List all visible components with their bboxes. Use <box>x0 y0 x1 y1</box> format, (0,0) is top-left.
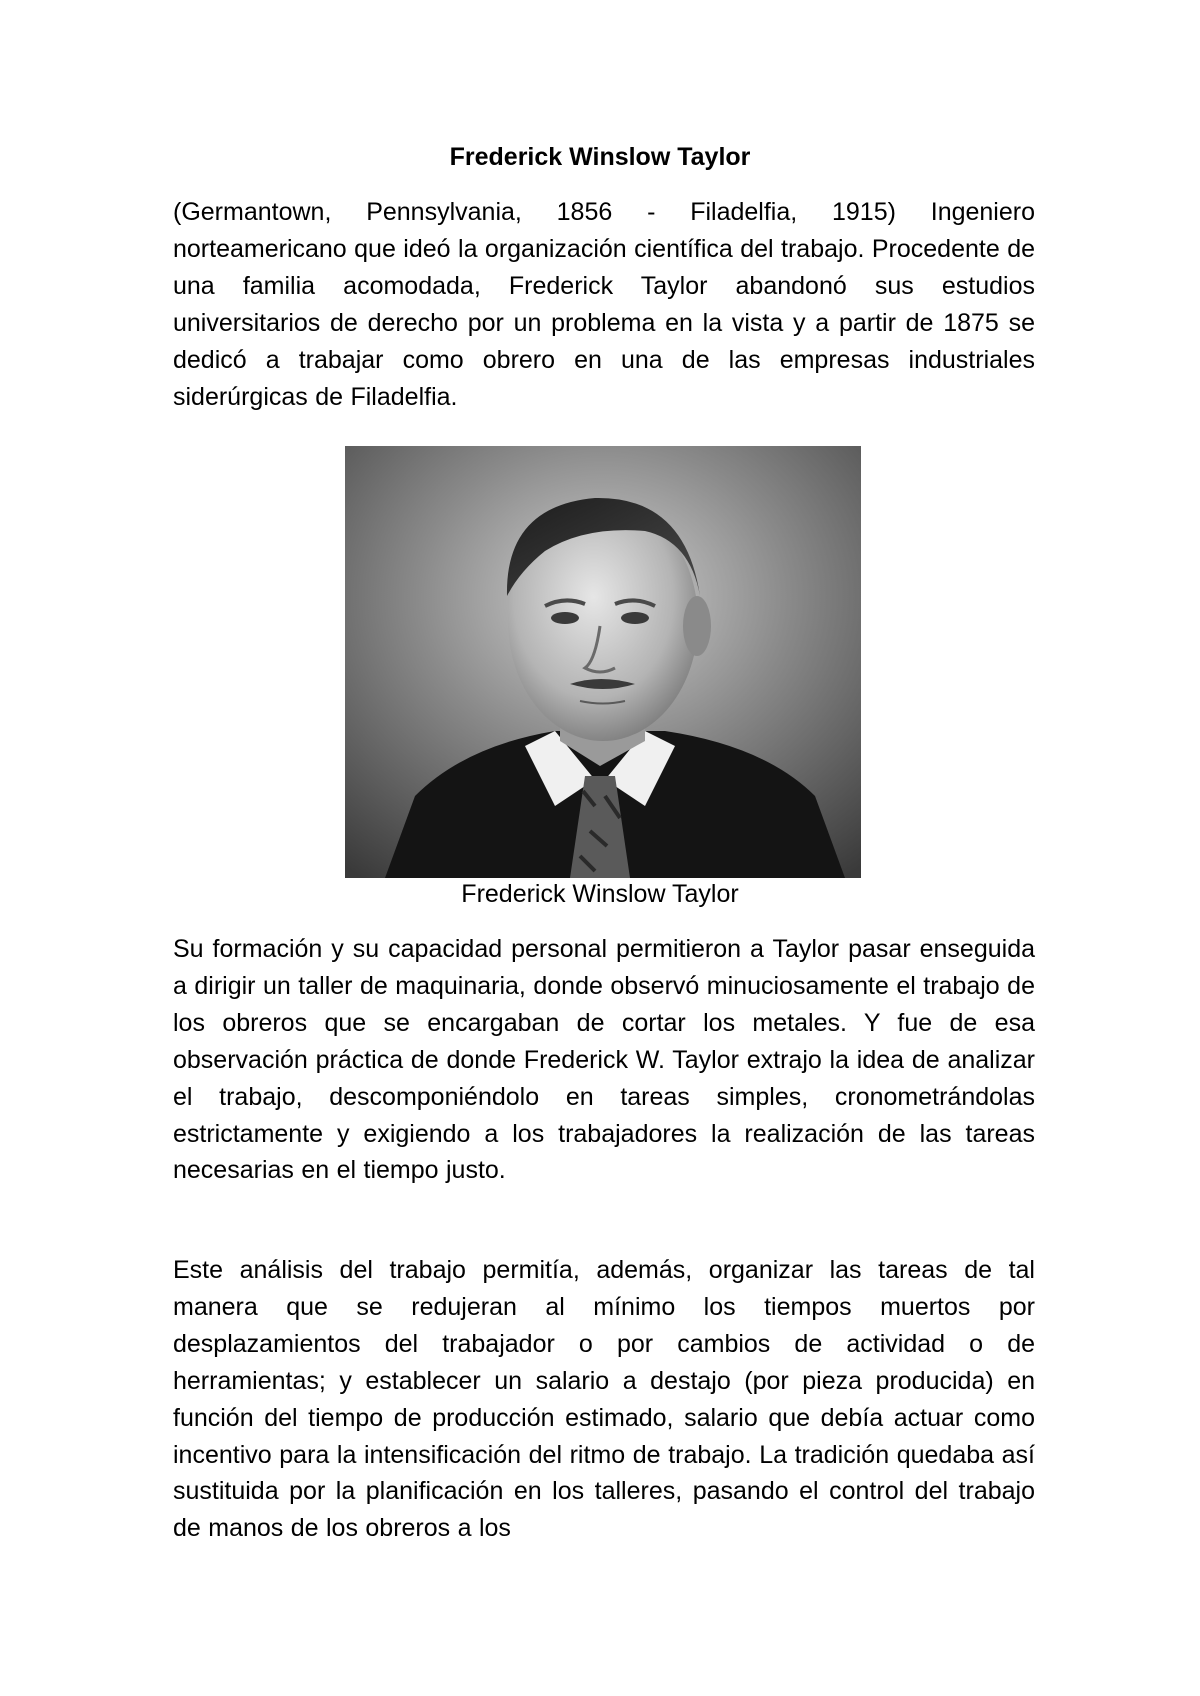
paragraph-analysis: Este análisis del trabajo permitía, además, organizar las tareas de tal manera que se redujeran al mínimo los tiempos muertos por desplazamientos del trabajador o por cambios de actividad o de herramientas; y establecer un salario a destajo (por pieza producida) en función del tiempo de producción estimado, salario que debía actuar como incentivo para la intensificación del ritmo de trabajo. La tradición quedaba así sustituida por la planificación en los talleres, pasando el control del trabajo de manos de los obreros a los <box>173 1256 1035 1543</box>
paragraph-formation: Su formación y su capacidad personal permitieron a Taylor pasar enseguida a dirigir un taller de maquinaria, donde observó minuciosamente el trabajo de los obreros que se encargaban de cortar los metales. Y fue de esa observación práctica de donde Frederick W. Taylor extrajo la idea de analizar el trabajo, descomponiéndolo en tareas simples, cronometrándolas estrictamente y exigiendo a los trabajadores la realización de las tareas necesarias en el tiempo justo. <box>173 935 1035 1185</box>
paragraph-biography: (Germantown, Pennsylvania, 1856 - Filadelfia, 1915) Ingeniero norteamericano que ideó la organización científica del trabajo. Procedente de una familia acomodada, Frederick Taylor abandonó sus estudios universitarios de derecho por un problema en la vista y a partir de 1875 se dedicó a trabajar como obrero en una de las empresas industriales siderúrgicas de Filadelfia. <box>173 198 1035 411</box>
figure-caption: Frederick Winslow Taylor <box>461 880 739 908</box>
portrait-photo <box>345 446 861 878</box>
document-title: Frederick Winslow Taylor <box>449 143 751 171</box>
